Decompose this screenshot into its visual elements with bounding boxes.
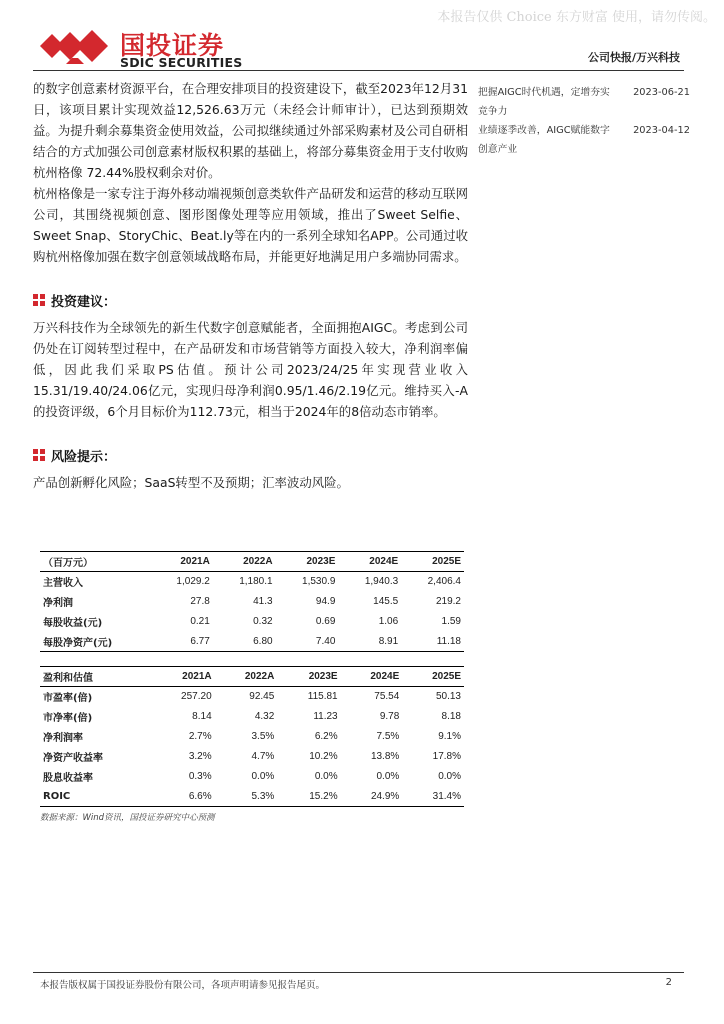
related-report-item[interactable] [478, 83, 690, 121]
table-cell: 41.3 [253, 596, 273, 607]
related-report-date: 2023-04-12 [633, 125, 690, 136]
table-row [40, 572, 464, 592]
table-cell: 94.9 [315, 596, 336, 607]
table-cell: 92.45 [249, 691, 275, 703]
table-row [40, 612, 464, 632]
table-cell: 1,940.3 [364, 576, 399, 588]
table-cell: 9.1% [438, 731, 461, 742]
table-header-cell: 2021A [150, 552, 213, 572]
table-cell: 8.91 [338, 632, 401, 652]
footer-divider [33, 972, 684, 973]
footer-disclaimer: 本报告版权属于国投证券股份有限公司，各项声明请参见报告尾页。 [40, 980, 326, 991]
table-cell: 11.23 [313, 711, 338, 722]
table-cell: 219.2 [435, 596, 461, 607]
related-reports [478, 83, 690, 159]
table-cell: 0.0% [376, 771, 400, 782]
table-cell: 8.14 [192, 711, 212, 722]
table-cell: 4.7% [251, 751, 275, 762]
table-cell: 17.8% [432, 751, 461, 762]
table-header-cell: 2024E [338, 552, 401, 572]
table-header-cell: 2025E [401, 552, 464, 572]
risk-title: 风险提示： [51, 449, 117, 465]
table-cell: 7.5% [376, 731, 400, 742]
table-cell: 6.77 [150, 632, 213, 652]
table-cell: 3.5% [251, 731, 275, 742]
table-cell: 1,029.2 [176, 576, 210, 588]
main-content [33, 78, 468, 493]
table-cell: 4.32 [254, 711, 275, 722]
table-cell: 27.8 [190, 596, 210, 607]
invest-title: 投资建议： [51, 294, 117, 310]
company-logo [38, 24, 243, 72]
table-cell: 0.0% [314, 771, 338, 782]
table-row [40, 687, 464, 707]
table-cell: 10.2% [309, 751, 338, 762]
row-label: 每股收益(元) [43, 618, 103, 629]
table-header-cell: 盈利和估值 [40, 667, 150, 687]
table-cell: 0.21 [190, 616, 210, 627]
table-header-cell: 2025E [402, 667, 464, 687]
table-row [40, 592, 464, 612]
table-header-cell: 2023E [277, 667, 340, 687]
row-label: 市净率(倍) [43, 713, 93, 724]
watermark: 本报告仅供 Choice 东方财富 使用，请勿传阅。 [437, 10, 716, 25]
data-source-note: 数据来源：Wind资讯，国投证券研究中心预测 [40, 813, 215, 823]
row-label: ROIC [40, 787, 150, 807]
row-label: 净利润 [43, 598, 73, 609]
table-cell: 6.80 [213, 632, 276, 652]
valuation-table [40, 666, 464, 807]
related-report-title[interactable]: 把握AIGC时代机遇，定增夯实竞争力 [478, 87, 610, 117]
row-label: 净利润率 [43, 733, 83, 744]
table-cell: 1.06 [378, 616, 399, 627]
table-cell: 75.54 [374, 691, 400, 703]
related-report-date: 2023-06-21 [633, 87, 690, 98]
table-cell: 2.7% [188, 731, 212, 742]
table-cell: 6.6% [150, 787, 215, 807]
row-label: 净资产收益率 [43, 753, 103, 764]
table-cell: 31.4% [402, 787, 464, 807]
table-cell: 24.9% [341, 787, 403, 807]
table-cell: 50.13 [435, 691, 461, 703]
logo-text-en: SDIC SECURITIES [120, 55, 243, 70]
grid-bullet-icon [33, 449, 45, 461]
body-paragraph-2: 杭州格像是一家专注于海外移动端视频创意类软件产品研发和运营的移动互联网公司，其围绕视频创意、图形图像处理等应用领域，推出了Sweet Selfie、Sweet Snap、StoryChic、Beat.ly等在内的一系列全球知名APP。公司通过收购杭州格像加强在数字创意领域战略布局，并能更好地满足用户多端协同需求。 [33, 186, 468, 264]
table-header-cell: 2024E [341, 667, 403, 687]
table-row [40, 727, 464, 747]
financial-summary-table [40, 551, 464, 652]
logo-mark-icon [38, 24, 114, 68]
table-cell: 257.20 [181, 691, 212, 703]
table-cell: 0.69 [315, 616, 336, 627]
table-header-cell: 2022A [215, 667, 278, 687]
table-cell: 1,530.9 [302, 576, 336, 588]
table-cell: 2,406.4 [427, 576, 461, 588]
table-header-cell: 2022A [213, 552, 276, 572]
invest-section-header [33, 289, 468, 311]
table-header-cell: （百万元） [40, 552, 150, 572]
table-cell: 0.32 [253, 616, 273, 627]
logo-text-cn: 国投证券 [120, 31, 225, 60]
table-cell: 115.81 [307, 691, 338, 703]
table-cell: 13.8% [370, 751, 400, 762]
table-cell: 145.5 [373, 596, 399, 607]
table-header-row [40, 667, 464, 687]
table-cell: 1.59 [441, 616, 461, 627]
table-row [40, 707, 464, 727]
row-label: 每股净资产(元) [40, 632, 150, 652]
header-divider [33, 70, 684, 71]
related-report-item[interactable] [478, 121, 690, 159]
table-cell: 5.3% [215, 787, 278, 807]
table-row [40, 632, 464, 652]
table-cell: 0.0% [438, 771, 461, 782]
body-paragraph-1: 的数字创意素材资源平台，在合理安排项目的投资建设下，截至2023年12月31日，该项目累计实现效益12,526.63万元（未经会计师审计），已达到预期效益。为提升剩余募集资金使用效益，公司拟继续通过外部采购素材及公司自研相结合的方式加强公司创意素材版权积累的基础上，将部分募集资金用于支付收购杭州格像 72.44%股权剩余对价。 [33, 81, 468, 180]
table-row [40, 787, 464, 807]
table-cell: 8.18 [441, 711, 461, 722]
table-cell: 15.2% [277, 787, 340, 807]
table-cell: 0.0% [251, 771, 275, 782]
table-row [40, 767, 464, 787]
table-cell: 7.40 [276, 632, 339, 652]
table-cell: 11.18 [401, 632, 464, 652]
invest-paragraph: 万兴科技作为全球领先的新生代数字创意赋能者，全面拥抱AIGC。考虑到公司仍处在订阅转型过程中，在产品研发和市场营销等方面投入较大，净利润率偏低，因此我们采取PS估值。预计公司2023/24/25年实现营业收入15.31/19.40/24.06亿元，实现归母净利润0.95/1.46/2.19亿元。维持买入-A的投资评级，6个月目标价为112.73元，相当于2024年的8倍动态市销率。 [33, 320, 468, 419]
grid-bullet-icon [33, 294, 45, 306]
row-label: 市盈率(倍) [43, 693, 93, 705]
risk-paragraph: 产品创新孵化风险；SaaS转型不及预期；汇率波动风险。 [33, 475, 349, 490]
related-report-title[interactable]: 业绩逐季改善，AIGC赋能数字创意产业 [478, 125, 610, 155]
table-cell: 9.78 [379, 711, 400, 722]
page-number: 2 [665, 977, 672, 988]
table-row [40, 747, 464, 767]
table-cell: 1,180.1 [239, 576, 273, 588]
table-header-cell: 2021A [150, 667, 215, 687]
table-header-row [40, 552, 464, 572]
risk-section-header [33, 444, 468, 466]
row-label: 主营收入 [43, 578, 83, 590]
table-header-cell: 2023E [276, 552, 339, 572]
table-cell: 0.3% [188, 771, 212, 782]
table-cell: 6.2% [314, 731, 338, 742]
row-label: 股息收益率 [43, 773, 93, 784]
report-type: 公司快报/万兴科技 [587, 51, 680, 64]
table-cell: 3.2% [188, 751, 212, 762]
